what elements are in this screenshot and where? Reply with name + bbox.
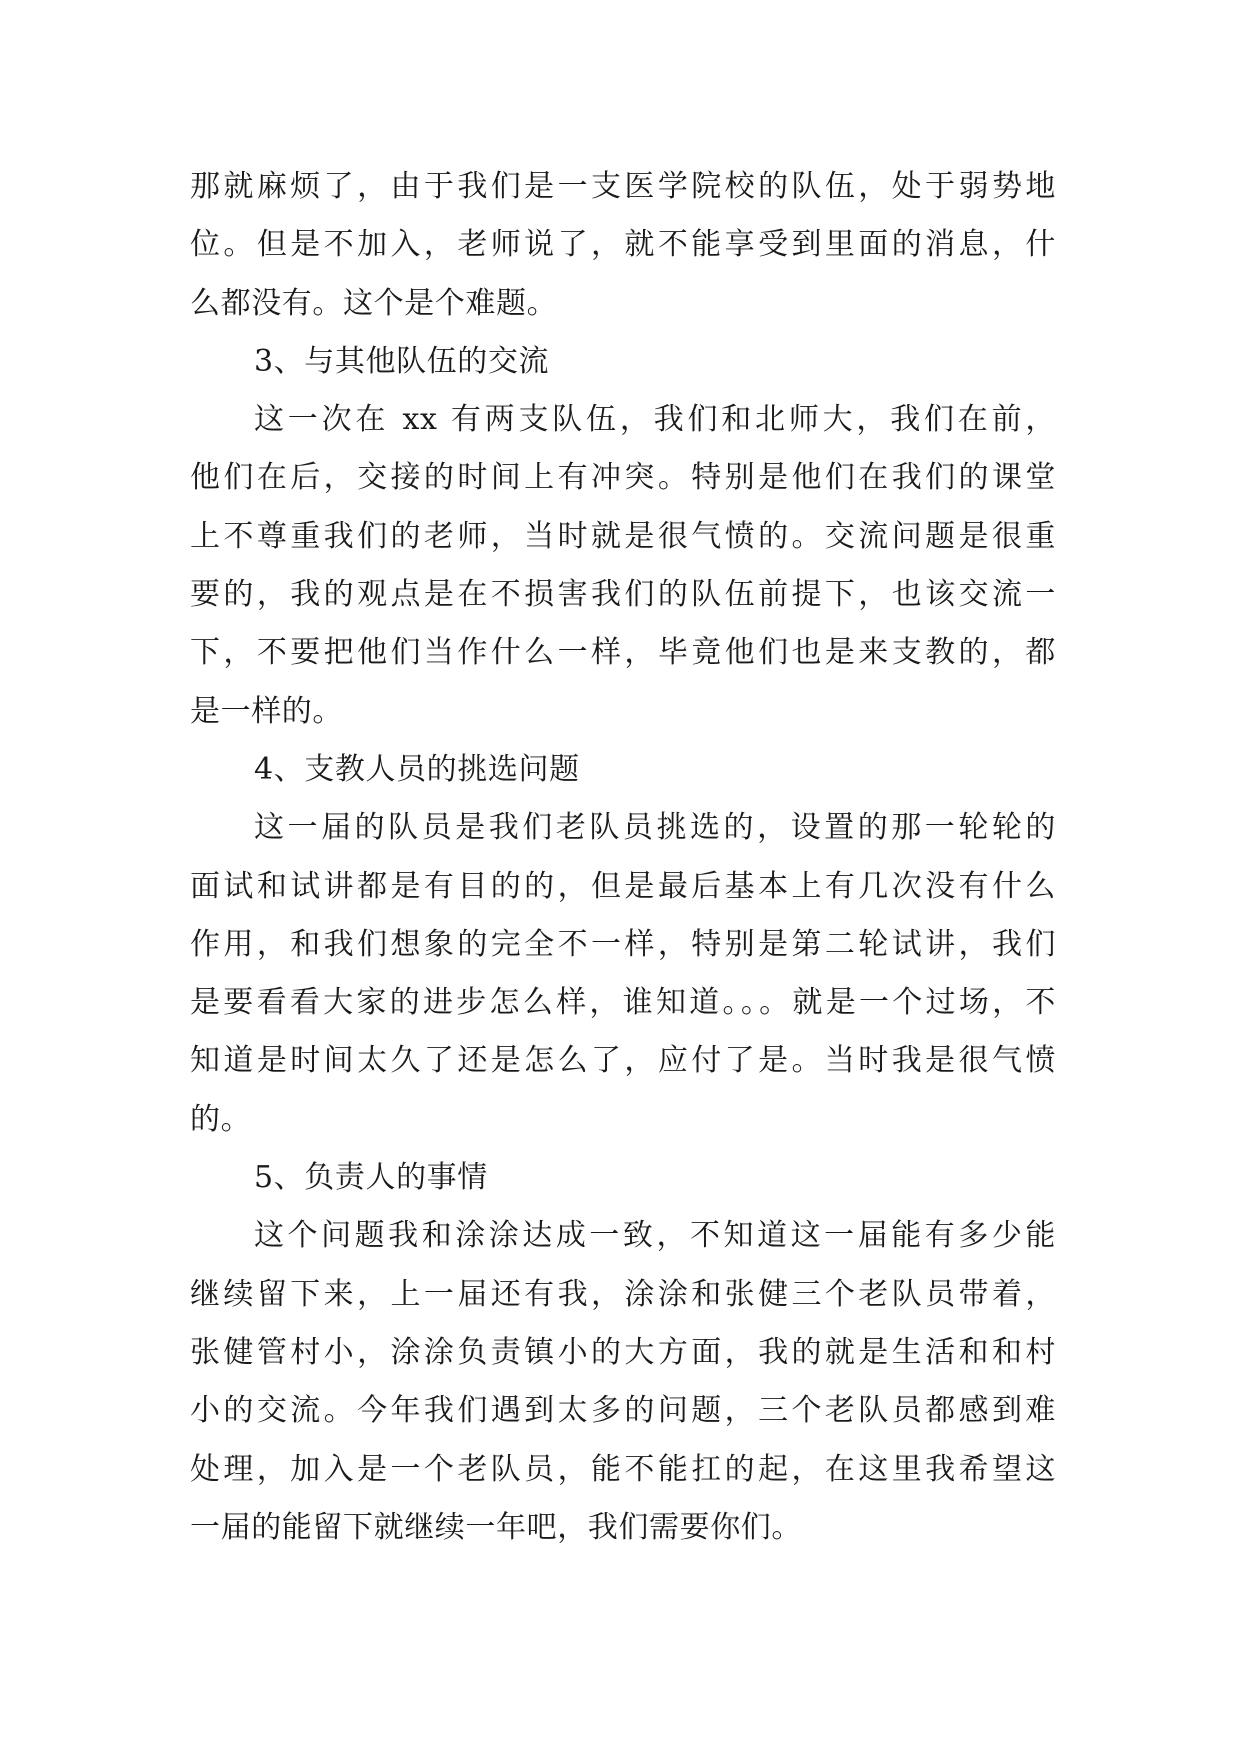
- text-line: 上不尊重我们的老师，当时就是很气愤的。交流问题是很重: [190, 518, 1056, 554]
- text-line: 小的交流。今年我们遇到太多的问题，三个老队员都感到难: [190, 1393, 1056, 1429]
- text-line: 张健管村小，涂涂负责镇小的大方面，我的就是生活和和村: [190, 1334, 1056, 1370]
- section-heading: 3、与其他队伍的交流: [254, 343, 550, 379]
- text-line: 是要看看大家的进步怎么样，谁知道。。。就是一个过场，不: [190, 985, 1056, 1021]
- paragraph: [190, 799, 1056, 1149]
- text-line: 作用，和我们想象的完全不一样，特别是第二轮试讲，我们: [190, 926, 1056, 962]
- text-line: 是一样的。: [190, 693, 343, 729]
- paragraph: [190, 1207, 1056, 1557]
- section-heading: 5、负责人的事情: [254, 1160, 488, 1196]
- text-line: 一届的能留下就继续一年吧，我们需要你们。: [190, 1509, 802, 1545]
- section-heading: 4、支教人员的挑选问题: [254, 751, 580, 787]
- document-body: [190, 158, 1056, 1557]
- text-line: 他们在后，交接的时间上有冲突。特别是他们在我们的课堂: [190, 460, 1056, 496]
- text-line: 面试和试讲都是有目的的，但是最后基本上有几次没有什么: [190, 868, 1056, 904]
- text-line: 这个问题我和涂涂达成一致，不知道这一届能有多少能: [254, 1218, 1056, 1254]
- text-line: 位。但是不加入，老师说了，就不能享受到里面的消息，什: [190, 227, 1056, 263]
- text-line: 处理，加入是一个老队员，能不能扛的起，在这里我希望这: [190, 1451, 1056, 1487]
- text-line: 的。: [190, 1101, 252, 1137]
- text-line: 要的，我的观点是在不损害我们的队伍前提下，也该交流一: [190, 577, 1056, 613]
- text-line: 继续留下来，上一届还有我，涂涂和张健三个老队员带着，: [190, 1276, 1056, 1312]
- text-line: 这一届的队员是我们老队员挑选的，设置的那一轮轮的: [254, 810, 1056, 846]
- text-line: 那就麻烦了，由于我们是一支医学院校的队伍，处于弱势地: [190, 169, 1056, 204]
- text-line: 么都没有。这个是个难题。: [190, 285, 558, 321]
- text-line: 知道是时间太久了还是怎么了，应付了是。当时我是很气愤: [190, 1043, 1056, 1079]
- paragraph: [190, 158, 1056, 333]
- paragraph: [190, 391, 1056, 741]
- text-line: 下，不要把他们当作什么一样，毕竟他们也是来支教的，都: [190, 635, 1056, 671]
- text-line: 这一次在 xx 有两支队伍，我们和北师大，我们在前，: [254, 402, 1056, 438]
